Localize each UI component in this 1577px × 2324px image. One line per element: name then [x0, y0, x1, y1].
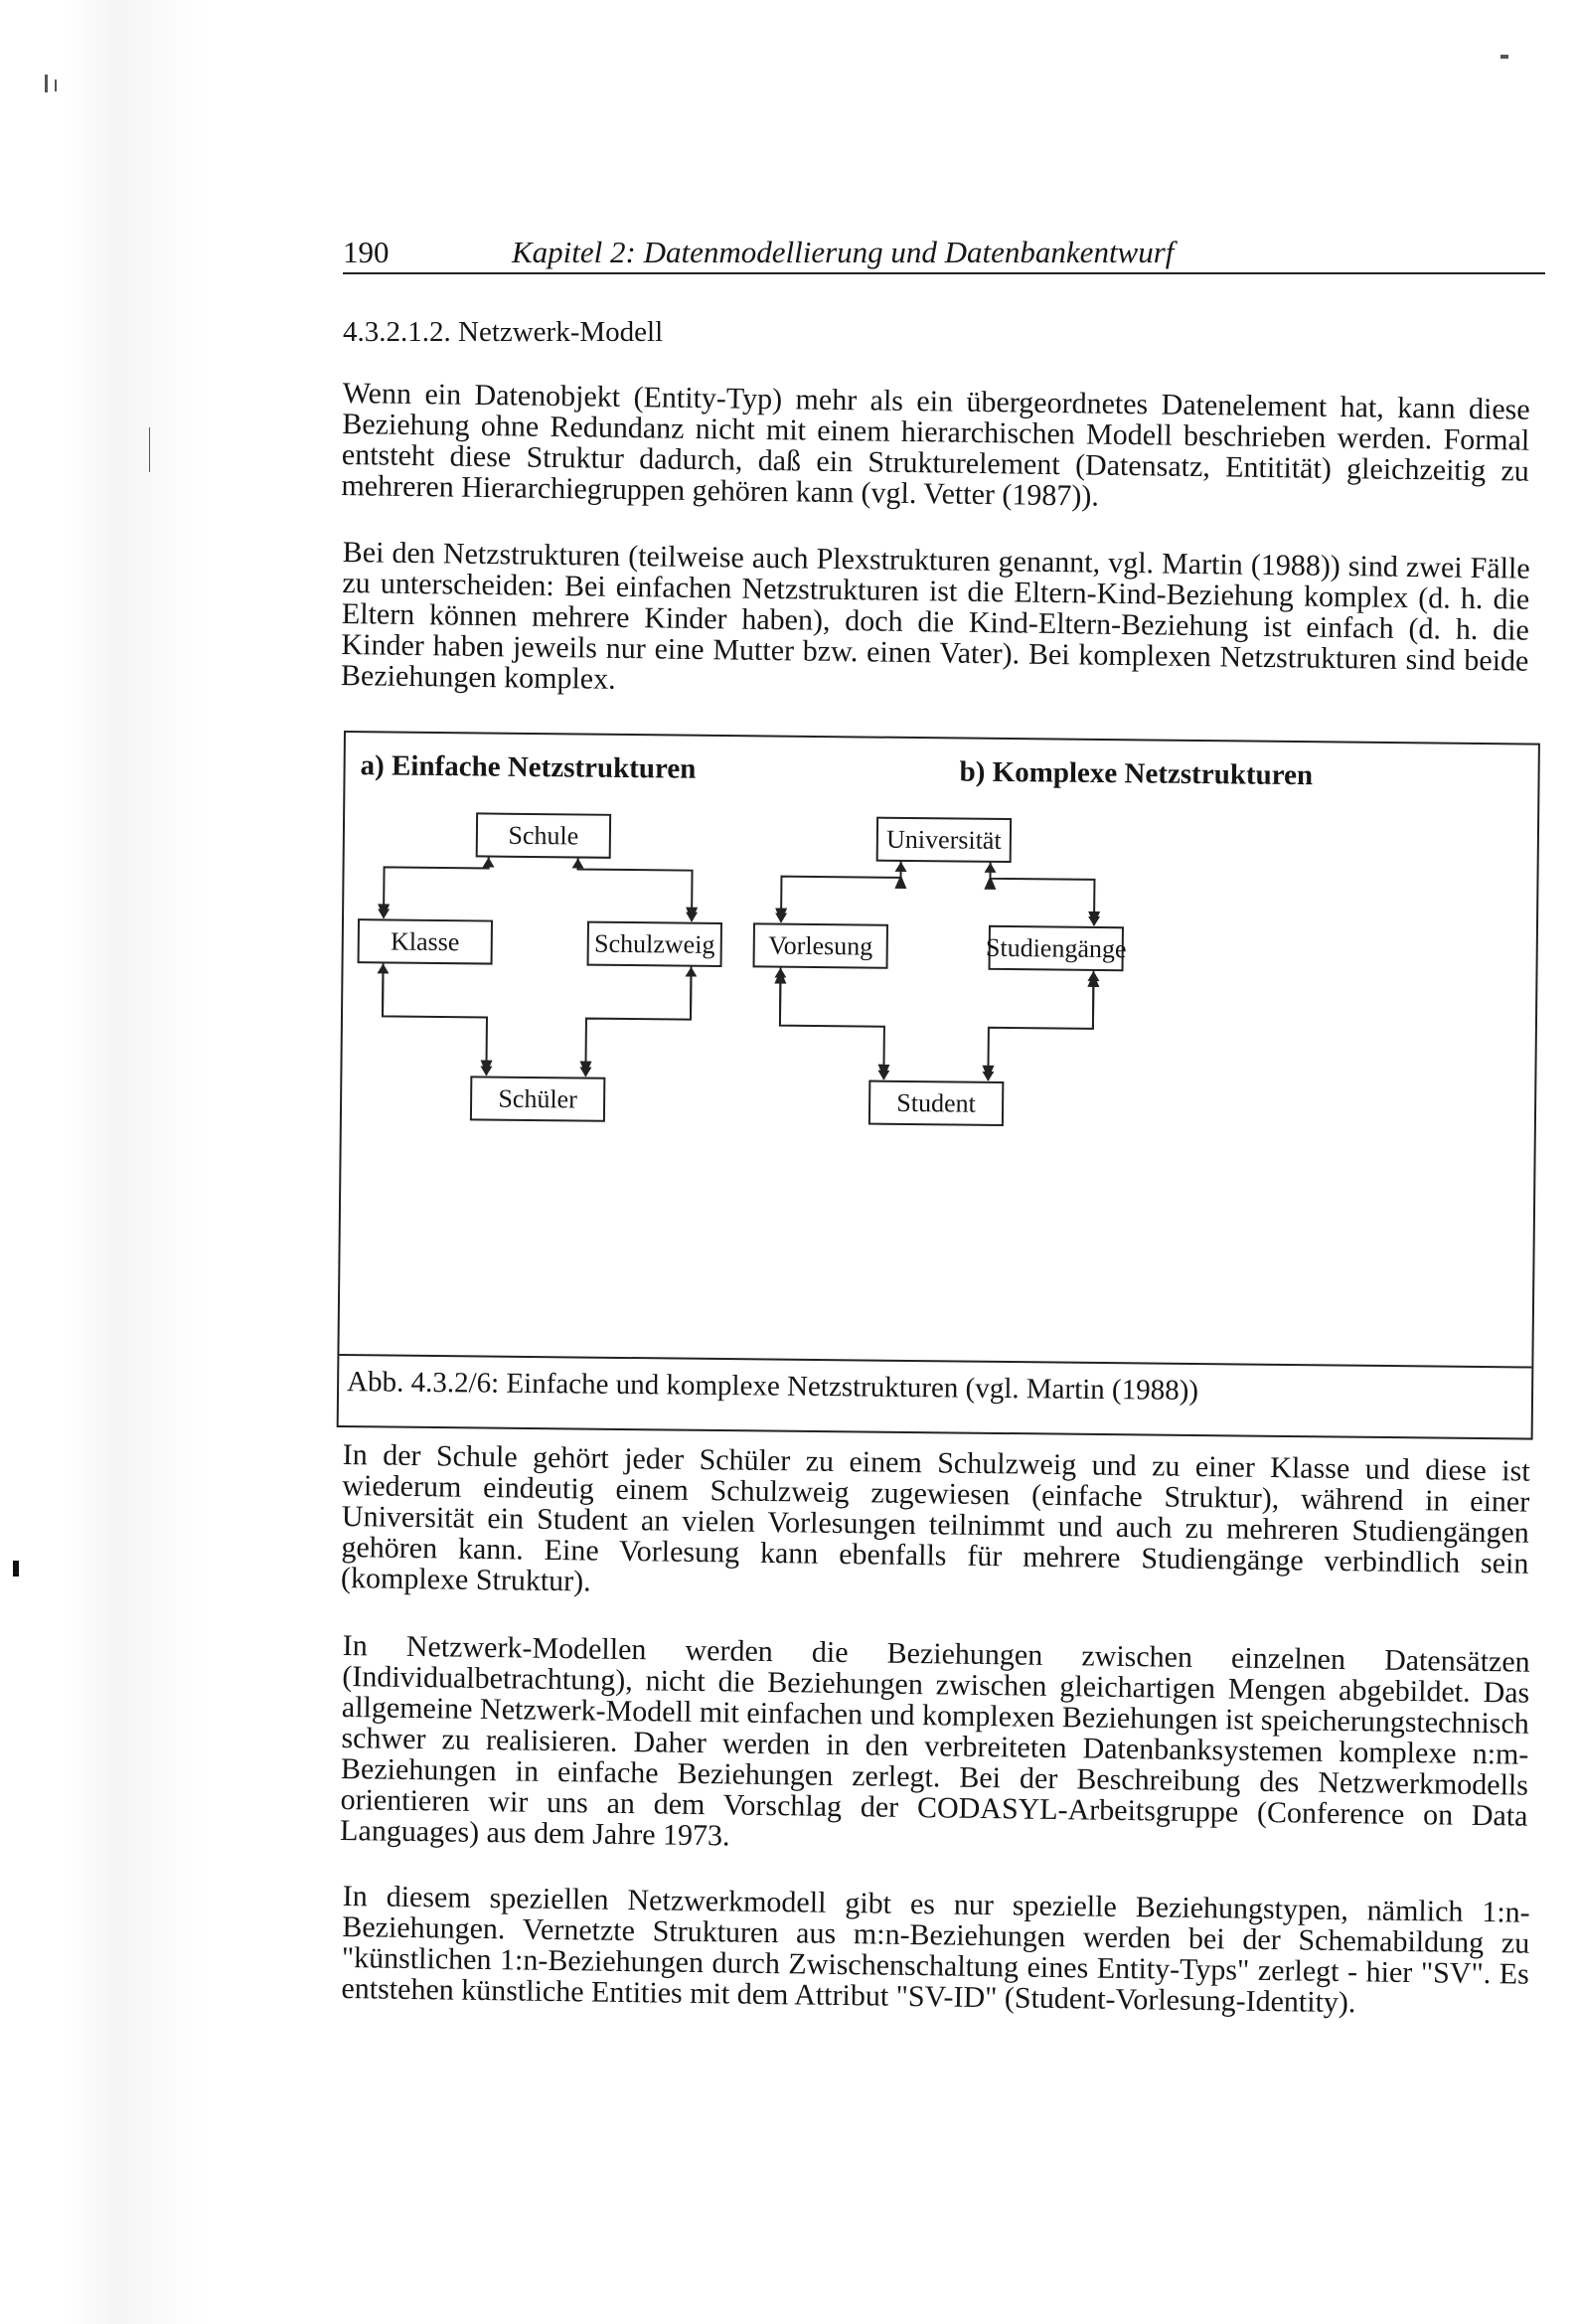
double-arrowhead	[982, 1066, 994, 1079]
paragraph-4: In Netzwerk-Modellen werden die Beziehungen zwischen einzelnen Datensätzen (Individualbetrachtung), nicht die Beziehungen zwischen gleichartigen Mengen abgebildet. Das allgemeine Netzwerk-Modell mit einfachen und komplexen Beziehungen ist speicherungstechnisch schwer zu realisieren. Daher werden in den verbreiteten Datenbanksystemen komplexe n:m-Beziehungen in einfache Beziehungen zerlegt. Bei der Beschreibung des Netzwerkmodells orientieren wir uns an dem Vorschlag der CODASYL-Arbeitsgruppe (Conference on Data Languages) aus dem Jahre 1973.	[339, 1629, 1530, 1853]
running-title: Kapitel 2: Datenmodellierung und Datenbankentwurf	[512, 235, 1175, 269]
section-title: 4.3.2.1.2. Netzwerk-Modell	[343, 316, 664, 348]
paragraph-5: In diesem speziellen Netzwerkmodell gibt es nur spezielle Beziehungstypen, nämlich 1:n-Beziehungen. Vernetzte Strukturen aus m:n-Beziehungen werden bei der Schemabildung zu "künstlichen 1:n-Beziehungen durch Zwischenschaltung eines Entity-Typs" zerlegt - hier "SV". Es entstehen künstliche Entities mit dem Attribut "SV-ID" (Student-Vorlesung-Identity).	[341, 1880, 1530, 2020]
right-diagram-title: b) Komplexe Netzstrukturen	[959, 755, 1314, 792]
double-arrowhead	[1087, 973, 1099, 987]
header-rule	[343, 272, 1545, 274]
figure-caption: Abb. 4.3.2/6: Einfache und komplexe Netzstrukturen (vgl. Martin (1988))	[346, 1366, 1199, 1408]
double-arrowhead	[877, 1065, 889, 1079]
node-studiengaenge: Studiengänge	[985, 932, 1127, 964]
double-arrowhead	[775, 909, 787, 922]
edge-schule-schulzweig	[577, 857, 693, 920]
edge-vorlesung-student	[779, 967, 884, 1079]
double-arrowhead	[378, 904, 390, 917]
scan-artifact	[1500, 55, 1508, 59]
node-student: Student	[896, 1087, 976, 1118]
node-schueler: Schüler	[498, 1083, 577, 1114]
paragraph-3: In der Schule gehört jeder Schüler zu einem Schulzweig und zu einer Klasse und diese ist wiederum eindeutig einem Schulzweig zugewiesen (einfache Struktur), während in einer Universität ein Student an vielen Vorlesungen teilnimmt und auch zu mehreren Studiengängen gehören kann. Eine Vorlesung kann ebenfalls für mehrere Studiengänge verbindlich sein (komplexe Struktur).	[340, 1438, 1530, 1598]
node-schule: Schule	[508, 820, 579, 851]
edge-schule-klasse	[384, 855, 489, 918]
paragraph-2: Bei den Netzstrukturen (teilweise auch Plexstrukturen genannt, vgl. Martin (1988)) sind zwei Fälle zu unterscheiden: Bei einfachen Netzstrukturen ist die Eltern-Kind-Beziehung komplex (d. h. die Eltern können mehrere Kinder haben), doch die Kind-Eltern-Beziehung ist einfach (d. h. die Kinder haben jeweils nur eine Mutter bzw. einen Vater). Bei komplexen Netzstrukturen sind beide Beziehungen komplex.	[340, 536, 1530, 696]
edge-schulzweig-schueler-up	[691, 968, 692, 1020]
double-arrowhead	[1088, 912, 1100, 925]
page-header	[343, 235, 1545, 272]
node-universitaet: Universität	[885, 824, 1002, 855]
double-arrowhead	[774, 970, 786, 984]
node-vorlesung: Vorlesung	[768, 930, 873, 961]
scan-shadow	[0, 0, 209, 2324]
edge-klasse-schueler-up	[383, 964, 384, 1016]
edge-uni-vorlesung	[781, 860, 901, 923]
network-diagram	[339, 733, 1537, 1367]
node-klasse: Klasse	[390, 926, 460, 957]
double-arrowhead	[686, 908, 698, 921]
edge-uni-studiengaenge	[990, 862, 1095, 925]
scan-artifact	[55, 80, 57, 91]
node-schulzweig: Schulzweig	[593, 928, 715, 959]
edge-klasse-schueler	[382, 962, 487, 1075]
double-arrowhead	[480, 1060, 492, 1074]
scan-artifact	[13, 1561, 19, 1577]
paragraph-1: Wenn ein Datenobjekt (Entity-Typ) mehr als ein übergeordnetes Datenelement hat, kann diese Beziehung ohne Redundanz nicht mit einem hierarchischen Modell beschrieben werden. Formal entsteht diese Struktur dadurch, daß ein Strukturelement (Datensatz, Entitität) gleichzeitig zu mehreren Hierarchiegruppen gehören kann (vgl. Vetter (1987)).	[341, 377, 1530, 513]
scan-artifact	[149, 427, 150, 472]
scan-artifact	[45, 75, 48, 92]
page-number: 190	[343, 235, 390, 269]
double-arrowhead	[579, 1062, 591, 1076]
figure	[337, 731, 1540, 1440]
edge-studiengaenge-student	[988, 969, 1093, 1081]
edge-schulzweig-schueler	[585, 965, 691, 1078]
left-diagram-title: a) Einfache Netzstrukturen	[360, 749, 697, 785]
